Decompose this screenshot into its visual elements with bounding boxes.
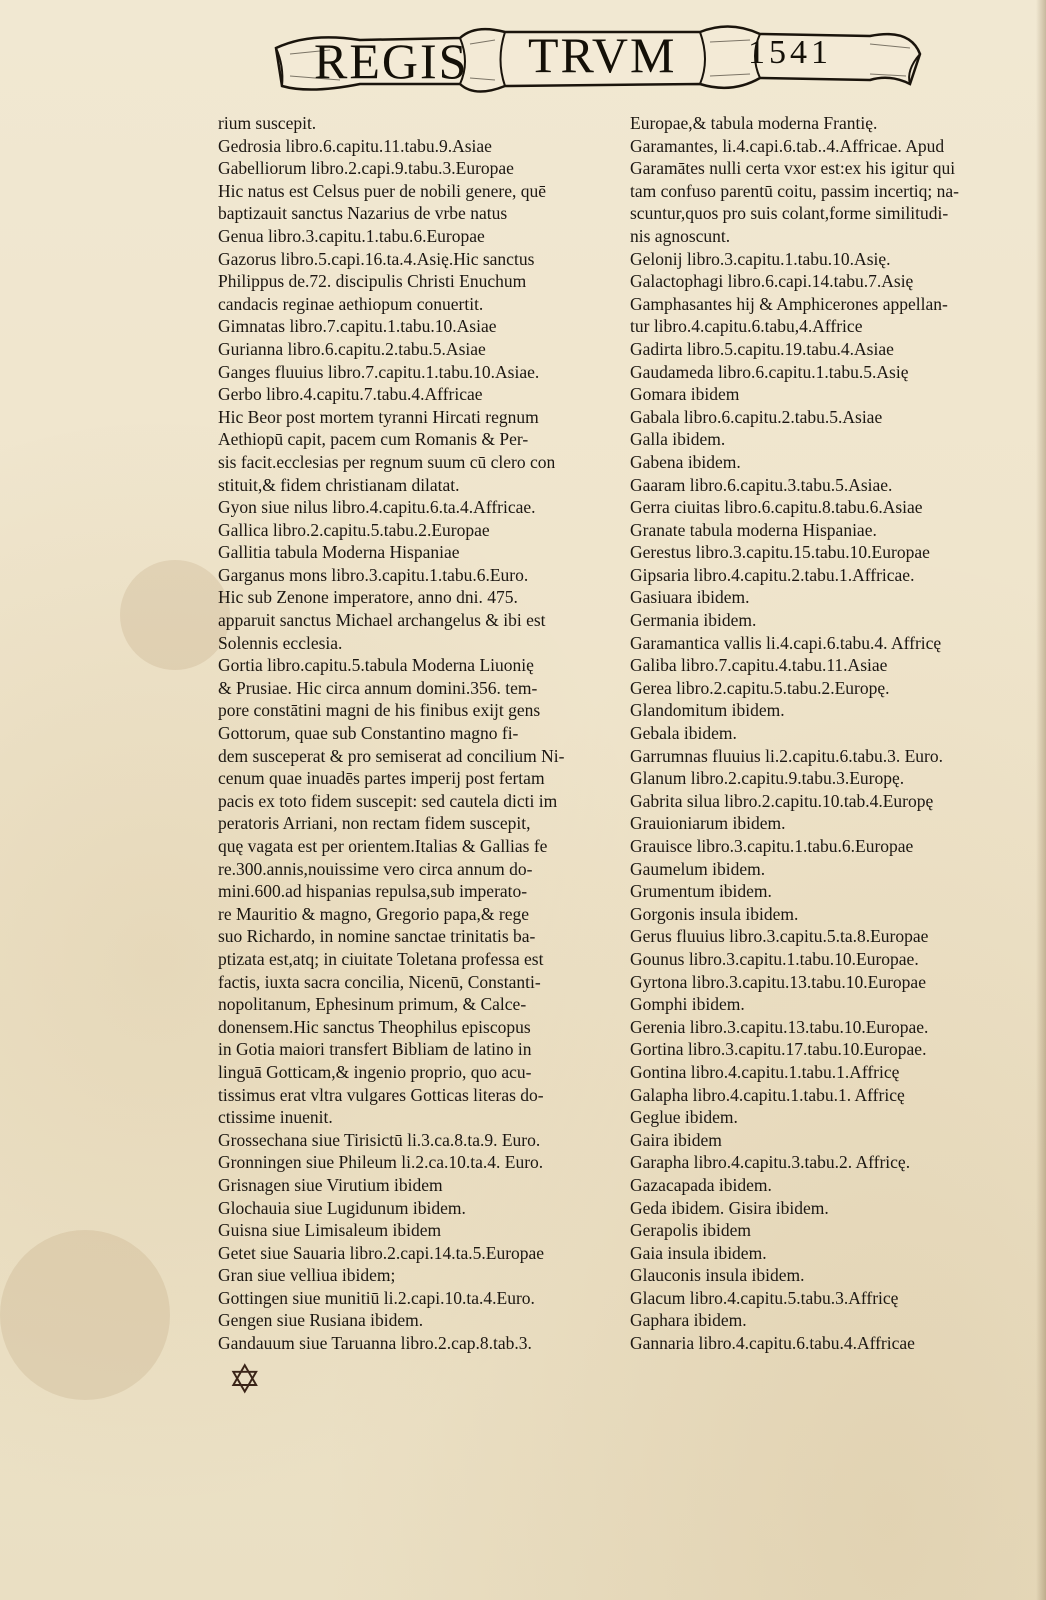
text-line: peratoris Arriani, non rectam fidem suscepit,: [218, 813, 531, 834]
text-line: Europae,& tabula moderna Frantię.: [630, 113, 878, 133]
text-line: Geda ibidem. Gisira ibidem.: [630, 1197, 829, 1218]
text-line: Gerestus libro.3.capitu.15.tabu.10.Europae: [630, 542, 930, 563]
text-line: dem susceperat & pro semiserat ad concilium Ni-: [218, 745, 565, 766]
text-line: Gorgonis insula ibidem.: [630, 903, 799, 924]
text-line: Gronningen siue Phileum li.2.ca.10.ta.4. Euro.: [218, 1152, 544, 1173]
running-head-word-2: TRVM: [528, 27, 677, 83]
text-line: Grossechana siue Tirisictū li.3.ca.8.ta.9. Euro.: [218, 1129, 541, 1150]
running-head-word-1: REGIS: [314, 33, 469, 89]
text-line: Philippus de.72. discipulis Christi Enuchum: [218, 271, 527, 292]
text-line: scuntur,quos pro suis colant,forme similitudi-: [630, 203, 949, 224]
text-line: Gran siue velliua ibidem;: [218, 1265, 396, 1286]
paper-stain: [0, 1230, 170, 1400]
text-line: Glanum libro.2.capitu.9.tabu.3.Europę.: [630, 768, 905, 789]
text-line: Hic Beor post mortem tyranni Hircati regnum: [218, 406, 539, 427]
text-line: Gottingen siue munitiū li.2.capi.10.ta.4.Euro.: [218, 1287, 535, 1308]
text-line: tam confuso parentū coitu, passim incertiq; na-: [630, 180, 960, 201]
text-line: Galapha libro.4.capitu.1.tabu.1. Affricę: [630, 1084, 905, 1105]
left-text-column: [218, 112, 596, 1355]
text-line: Gabelliorum libro.2.capi.9.tabu.3.Europae: [218, 158, 514, 179]
page-edge: [1036, 0, 1046, 1600]
text-line: nis agnoscunt.: [630, 225, 731, 246]
text-line: Garganus mons libro.3.capitu.1.tabu.6.Euro.: [218, 564, 529, 585]
text-line: Garamantica vallis li.4.capi.6.tabu.4. Affricę: [630, 632, 942, 653]
text-line: linguā Gotticam,& ingenio proprio, quo acu-: [218, 1061, 532, 1082]
text-line: Gomphi ibidem.: [630, 994, 745, 1015]
text-line: candacis reginae aethiopum conuertit.: [218, 293, 484, 314]
text-line: donensem.Hic sanctus Theophilus episcopus: [218, 1016, 531, 1037]
text-line: Gasiuara ibidem.: [630, 587, 750, 608]
text-line: Gaudameda libro.6.capitu.1.tabu.5.Asię: [630, 361, 909, 382]
text-line: Gerea libro.2.capitu.5.tabu.2.Europę.: [630, 677, 890, 698]
text-line: Gazorus libro.5.capi.16.ta.4.Asię.Hic sanctus: [218, 248, 535, 269]
text-line: Gaumelum ibidem.: [630, 858, 766, 879]
text-line: Gerra ciuitas libro.6.capitu.8.tabu.6.Asiae: [630, 497, 923, 518]
text-line: apparuit sanctus Michael archangelus & ibi est: [218, 610, 546, 631]
text-line: Gaira ibidem: [630, 1129, 722, 1150]
text-line: Hic sub Zenone imperatore, anno dni. 475.: [218, 587, 518, 608]
text-line: Gyon siue nilus libro.4.capitu.6.ta.4.Affricae.: [218, 497, 536, 518]
text-line: Gaaram libro.6.capitu.3.tabu.5.Asiae.: [630, 474, 893, 495]
text-line: re Mauritio & magno, Gregorio papa,& rege: [218, 903, 530, 924]
text-line: Aethiopū capit, pacem cum Romanis & Per-: [218, 429, 529, 450]
text-line: Grumentum ibidem.: [630, 881, 772, 902]
text-line: Galla ibidem.: [630, 429, 726, 450]
text-line: Gerus fluuius libro.3.capitu.5.ta.8.Europae: [630, 926, 929, 947]
text-line: Gallica libro.2.capitu.5.tabu.2.Europae: [218, 519, 490, 540]
text-line: Gaia insula ibidem.: [630, 1242, 767, 1263]
text-line: tissimus erat vltra vulgares Gotticas literas do-: [218, 1084, 544, 1105]
text-line: Gipsaria libro.4.capitu.2.tabu.1.Affricae.: [630, 564, 915, 585]
text-line: Gaphara ibidem.: [630, 1310, 747, 1331]
text-line: Galactophagi libro.6.capi.14.tabu.7.Asię: [630, 271, 914, 292]
text-line: mini.600.ad hispanias repulsa,sub imperato-: [218, 881, 528, 902]
text-line: factis, iuxta sacra concilia, Nicenū, Constanti-: [218, 971, 541, 992]
text-line: Grauisce libro.3.capitu.1.tabu.6.Europae: [630, 836, 914, 856]
text-line: Gannaria libro.4.capitu.6.tabu.4.Affricae: [630, 1333, 915, 1354]
text-line: ptizata est,atq; in ciuitate Toletana professa est: [218, 948, 544, 969]
text-line: quę vagata est per orientem.Italias & Gallias fe: [218, 836, 548, 856]
text-line: baptizauit sanctus Nazarius de vrbe natus: [218, 203, 508, 224]
text-line: Glandomitum ibidem.: [630, 700, 785, 721]
folio-number: 1541: [748, 34, 832, 71]
text-line: cenum quae inuadēs partes imperij post fertam: [218, 768, 545, 789]
running-head-banner: [270, 14, 930, 110]
text-line: re.300.annis,nouissime vero circa annum do-: [218, 858, 533, 879]
text-line: Galiba libro.7.capitu.4.tabu.11.Asiae: [630, 655, 888, 676]
text-line: Glacum libro.4.capitu.5.tabu.3.Affricę: [630, 1287, 899, 1308]
text-line: Gounus libro.3.capitu.1.tabu.10.Europae.: [630, 948, 919, 969]
text-line: Gedrosia libro.6.capitu.11.tabu.9.Asiae: [218, 135, 492, 156]
text-line: Gallitia tabula Moderna Hispaniae: [218, 542, 460, 563]
text-line: Gimnatas libro.7.capitu.1.tabu.10.Asiae: [218, 316, 497, 337]
text-line: Gortina libro.3.capitu.17.tabu.10.Europae.: [630, 1039, 927, 1060]
text-line: Gabala libro.6.capitu.2.tabu.5.Asiae: [630, 406, 883, 427]
text-line: nopolitanum, Ephesinum primum, & Calce-: [218, 994, 527, 1015]
text-line: Germania ibidem.: [630, 610, 757, 631]
text-line: Gerbo libro.4.capitu.7.tabu.4.Affricae: [218, 384, 483, 405]
text-line: Gerapolis ibidem: [630, 1220, 752, 1241]
text-line: & Prusiae. Hic circa annum domini.356. tem-: [218, 677, 538, 698]
text-line: sis facit.ecclesias per regnum suum cū clero con: [218, 451, 556, 472]
text-line: stituit,& fidem christianam dilatat.: [218, 474, 460, 495]
text-line: Gyrtona libro.3.capitu.13.tabu.10.Europae: [630, 971, 926, 992]
text-line: Guisna siue Limisaleum ibidem: [218, 1220, 442, 1241]
text-line: Gazacapada ibidem.: [630, 1174, 772, 1195]
text-line: Gurianna libro.6.capitu.2.tabu.5.Asiae: [218, 338, 486, 359]
text-line: Gabrita silua libro.2.capitu.10.tab.4.Europę: [630, 790, 934, 811]
text-line: Grauioniarum ibidem.: [630, 813, 786, 834]
text-line: rium suscepit.: [218, 113, 317, 133]
text-line: Garamātes nulli certa vxor est:ex his igitur qui: [630, 158, 956, 179]
text-line: Garapha libro.4.capitu.3.tabu.2. Affricę.: [630, 1152, 911, 1173]
text-line: Gebala ibidem.: [630, 723, 737, 744]
text-line: Glauconis insula ibidem.: [630, 1265, 805, 1286]
text-line: pore constātini magni de his finibus exijt gens: [218, 700, 541, 721]
ink-flourish-icon: ✡: [228, 1357, 262, 1402]
text-line: Gerenia libro.3.capitu.13.tabu.10.Europae.: [630, 1016, 929, 1037]
text-line: Grisnagen siue Virutium ibidem: [218, 1174, 443, 1195]
text-line: suo Richardo, in nomine sanctae trinitatis ba-: [218, 926, 536, 947]
text-line: Gamphasantes hij & Amphicerones appellan-: [630, 293, 948, 314]
text-line: in Gotia maiori transfert Bibliam de latino in: [218, 1039, 532, 1060]
text-line: Hic natus est Celsus puer de nobili genere, quē: [218, 180, 547, 201]
text-line: Garrumnas fluuius li.2.capitu.6.tabu.3. Euro.: [630, 745, 943, 766]
text-line: Gortia libro.capitu.5.tabula Moderna Liuonię: [218, 655, 534, 676]
text-line: Genua libro.3.capitu.1.tabu.6.Europae: [218, 225, 485, 246]
text-line: Gabena ibidem.: [630, 451, 741, 472]
text-line: Glochauia siue Lugidunum ibidem.: [218, 1197, 466, 1218]
text-line: ctissime inuenit.: [218, 1107, 333, 1128]
text-line: Getet siue Sauaria libro.2.capi.14.ta.5.Europae: [218, 1242, 545, 1263]
text-line: Gandauum siue Taruanna libro.2.cap.8.tab.3.: [218, 1333, 532, 1354]
text-line: Solennis ecclesia.: [218, 632, 343, 653]
text-line: Gengen siue Rusiana ibidem.: [218, 1310, 424, 1331]
text-line: Gelonij libro.3.capitu.1.tabu.10.Asię.: [630, 248, 891, 269]
text-line: Ganges fluuius libro.7.capitu.1.tabu.10.Asiae.: [218, 361, 540, 382]
text-line: tur libro.4.capitu.6.tabu,4.Affrice: [630, 316, 863, 337]
text-line: Gomara ibidem: [630, 384, 740, 405]
text-line: pacis ex toto fidem suscepit: sed cautela dicti im: [218, 790, 558, 811]
text-line: Gadirta libro.5.capitu.19.tabu.4.Asiae: [630, 338, 894, 359]
text-line: Granate tabula moderna Hispaniae.: [630, 519, 877, 540]
right-text-column: [630, 112, 976, 1355]
paper-stain: [120, 560, 230, 670]
text-line: Garamantes, li.4.capi.6.tab..4.Affricae. Apud: [630, 135, 945, 156]
text-line: Gottorum, quae sub Constantino magno fi-: [218, 723, 519, 744]
text-line: Gontina libro.4.capitu.1.tabu.1.Affricę: [630, 1061, 900, 1082]
text-line: Geglue ibidem.: [630, 1107, 738, 1128]
